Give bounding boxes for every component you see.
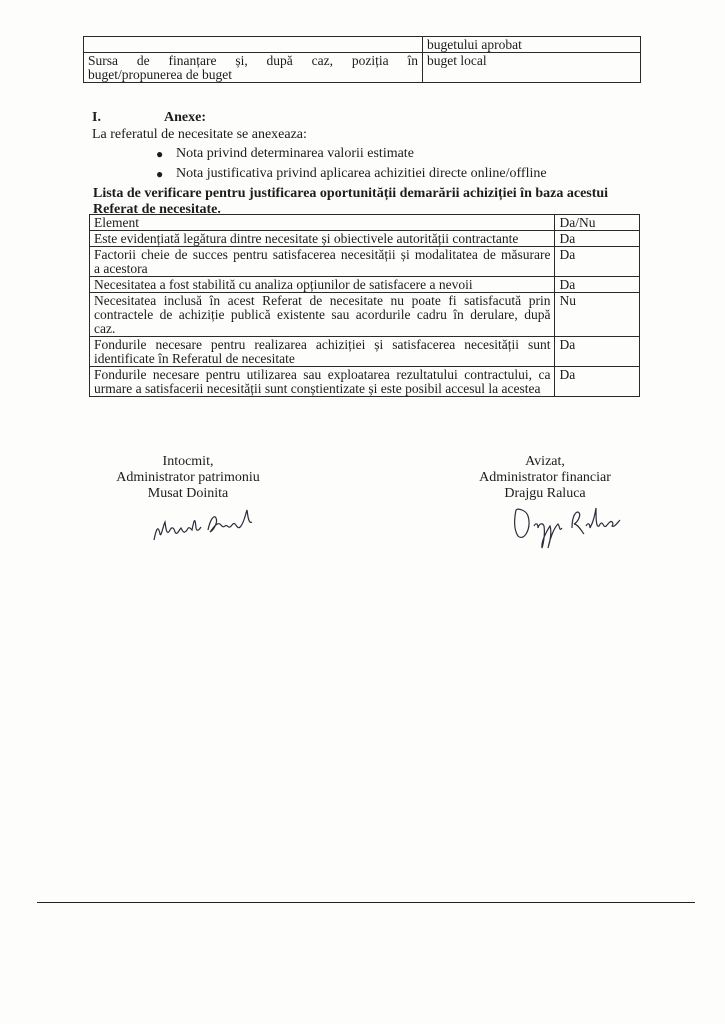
checklist-answer: Da [555,231,640,247]
checklist-answer: Da [555,337,640,367]
table-row [90,277,640,293]
checklist-item-text: a acestora [94,261,148,276]
checklist-answer: Da [555,367,640,397]
checklist-item-text: Necesitatea a fost stabilită cu analiza opțiunilor de satisfacere a nevoii [94,277,473,292]
signature-role: Administrator financiar [479,470,611,485]
signature-caption: Intocmit, [162,454,214,469]
signature-caption: Avizat, [525,454,565,469]
table-row [90,293,640,337]
checklist-item-text: contractele de achiziție publică existente sau acordurile cadru în derulare, după [94,307,551,322]
funding-source-label-cell [84,53,423,83]
checklist-item [90,293,555,337]
checklist-item-text: Fondurile necesare pentru realizarea achiziției și satisfacerea necesității sunt [94,337,551,352]
checklist-item-text: caz. [94,321,116,336]
annex-list [152,144,547,184]
list-item [152,144,547,164]
column-header-answer: Da/Nu [555,215,640,231]
signature-person: Musat Doinita [147,486,229,501]
checklist-item-text: Necesitatea inclusă în acest Referat de necesitate nu poate fi satisfacută prin [94,293,551,308]
signature-role: Administrator patrimoniu [116,470,260,485]
checklist-item [90,337,555,367]
list-item [152,164,547,184]
checklist-item [90,277,555,293]
checklist-item-text: urmare a satisfacerii necesității sunt conștientizate și este posibil accesul la acestea [94,381,541,396]
checklist-item-text: Este evidențiată legătura dintre necesitate și obiectivele autorității contractante [94,231,519,246]
handwritten-signature-left [148,500,278,550]
checklist-item [90,247,555,277]
footer-divider [37,902,695,903]
checklist-item [90,367,555,397]
checklist-title: Lista de verificare pentru justificarea oportunității demarării achiziției în baza acestui Referat de necesitate. [93,186,609,217]
table-cell-text: buget/propunerea de buget [88,67,232,82]
checklist-item-text: Fondurile necesare pentru utilizarea sau exploatarea rezultatului contractului, ca [94,367,551,382]
handwritten-signature-right [508,498,643,553]
budget-table [83,36,641,83]
checklist-item-text: Factorii cheie de succes pentru satisfacerea necesității și modalitatea de măsurare [94,247,551,262]
checklist-answer: Da [555,247,640,277]
table-cell: bugetului aprobat [423,37,641,53]
table-row [90,367,640,397]
column-header-element: Element [90,215,555,231]
table-row [84,37,641,53]
table-row [84,53,641,83]
list-item-text: Nota justificativa privind aplicarea achizitiei directe online/offline [176,166,547,181]
section-number: I. [92,110,101,125]
section-title: Anexe: [164,110,206,125]
bullet-icon: ● [156,167,164,181]
section-heading [92,110,206,126]
table-header-row [90,215,640,231]
list-item-text: Nota privind determinarea valorii estimate [176,146,414,161]
annex-intro: La referatul de necesitate se anexeaza: [92,127,307,142]
table-row [90,337,640,367]
signature-block-left [98,454,278,502]
checklist-item-text: identificate în Referatul de necesitate [94,351,295,366]
table-cell-empty [84,37,423,53]
table-cell-text: Sursa de finanțare și, după caz, poziția în [88,53,418,68]
signature-person: Drajgu Raluca [504,486,586,501]
table-row [90,231,640,247]
checklist-answer: Da [555,277,640,293]
table-row [90,247,640,277]
bullet-icon: ● [156,147,164,161]
signature-block-right [460,454,630,502]
checklist-answer: Nu [555,293,640,337]
table-cell: buget local [423,53,641,83]
checklist-item [90,231,555,247]
checklist-table [89,214,640,397]
